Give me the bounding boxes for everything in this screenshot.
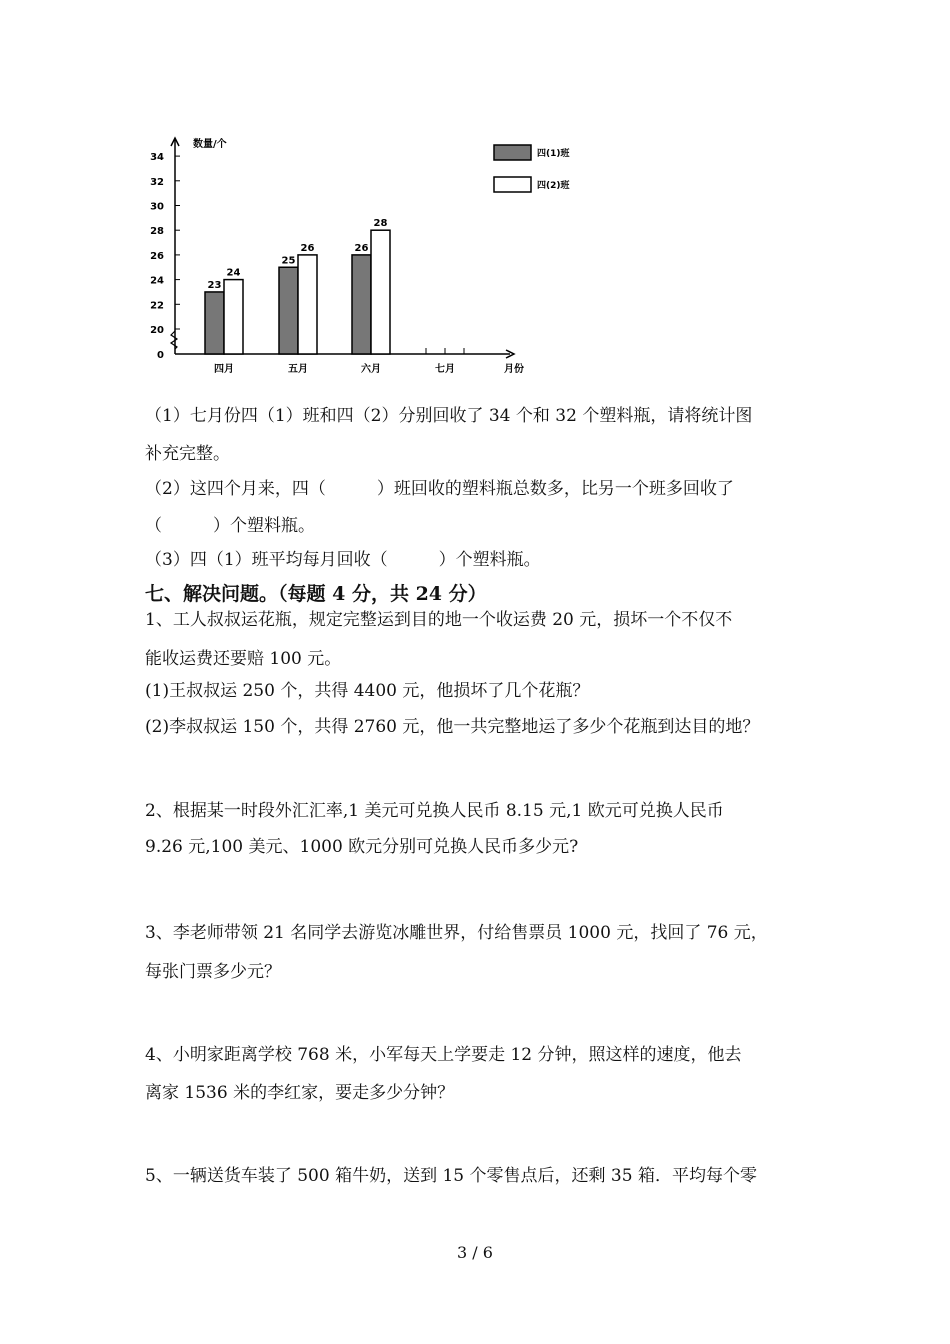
problem-3-line-2: 每张门票多少元？ (145, 962, 281, 982)
y-tick-label: 20 (150, 325, 164, 336)
bar (352, 255, 371, 354)
legend-label: 四(1)班 (537, 149, 570, 159)
y-tick-label: 30 (150, 201, 164, 213)
problem-1-line-2: 能收运费还要赔 100 元。 (145, 649, 342, 669)
y-tick-label: 28 (150, 226, 164, 238)
problem-1-sub-1: (1)王叔叔运 250 个，共得 4400 元，他损坏了几个花瓶？ (145, 681, 590, 701)
bar-value-label: 23 (207, 279, 222, 291)
question-2-line-1: （2）这四个月来，四（ ）班回收的塑料瓶总数多，比另一个班多回收了 (145, 479, 734, 499)
y-tick-label: 34 (150, 152, 164, 164)
section-heading: 七、解决问题。（每题 4 分，共 24 分） (145, 583, 487, 605)
problem-1-line-1: 1、工人叔叔运花瓶，规定完整运到目的地一个收运费 20 元，损坏一个不仅不 (145, 610, 733, 630)
y-tick-label: 0 (157, 350, 164, 361)
problem-5-line-1: 5、一辆送货车装了 500 箱牛奶，送到 15 个零售点后，还剩 35 箱．平均每个零 (145, 1166, 757, 1186)
bar-value-label: 28 (373, 218, 388, 230)
bar-value-label: 24 (226, 267, 241, 279)
question-2-line-2: （ ）个塑料瓶。 (145, 516, 315, 536)
legend-swatch (494, 177, 531, 192)
bar (205, 292, 224, 354)
problem-2-line-1: 2、根据某一时段外汇汇率,1 美元可兑换人民币 8.15 元,1 欧元可兑换人民币 (145, 801, 724, 821)
problem-3-line-1: 3、李老师带领 21 名同学去游览冰雕世界，付给售票员 1000 元，找回了 76 元， (145, 923, 768, 943)
problem-1-sub-2: (2)李叔叔运 150 个，共得 2760 元，他一共完整地运了多少个花瓶到达目的地？ (145, 717, 760, 737)
axis-break-mark (171, 331, 177, 349)
y-tick-label: 26 (150, 250, 164, 262)
question-3-line: （3）四（1）班平均每月回收（ ）个塑料瓶。 (145, 550, 541, 570)
y-tick-label: 24 (150, 275, 164, 287)
x-tick-label: 四月 (214, 364, 234, 375)
y-axis-title: 数量/个 (193, 139, 227, 150)
page-number: 3 / 6 (457, 1243, 493, 1262)
bar-chart (140, 128, 600, 378)
question-1-line-2: 补充完整。 (145, 444, 230, 464)
bar-value-label: 26 (300, 242, 315, 254)
legend-swatch (494, 145, 531, 160)
bar (298, 255, 317, 354)
bar (279, 267, 298, 354)
x-tick-label: 七月 (435, 364, 455, 375)
bar-value-label: 26 (354, 242, 369, 254)
problem-2-line-2: 9.26 元,100 美元、1000 欧元分别可兑换人民币多少元? (145, 837, 579, 857)
bar (224, 280, 243, 354)
x-tick-label: 五月 (288, 364, 308, 375)
y-tick-label: 22 (150, 300, 164, 312)
x-axis-title: 月份 (504, 364, 524, 375)
y-tick-label: 32 (150, 176, 164, 188)
legend-label: 四(2)班 (537, 181, 570, 191)
problem-4-line-2: 离家 1536 米的李红家，要走多少分钟？ (145, 1083, 455, 1103)
question-1-line-1: （1）七月份四（1）班和四（2）分别回收了 34 个和 32 个塑料瓶，请将统计图 (145, 406, 753, 426)
bar-value-label: 25 (281, 255, 296, 267)
bar (371, 230, 390, 354)
x-tick-label: 六月 (361, 364, 381, 375)
problem-4-line-1: 4、小明家距离学校 768 米，小军每天上学要走 12 分钟，照这样的速度，他去 (145, 1045, 742, 1065)
